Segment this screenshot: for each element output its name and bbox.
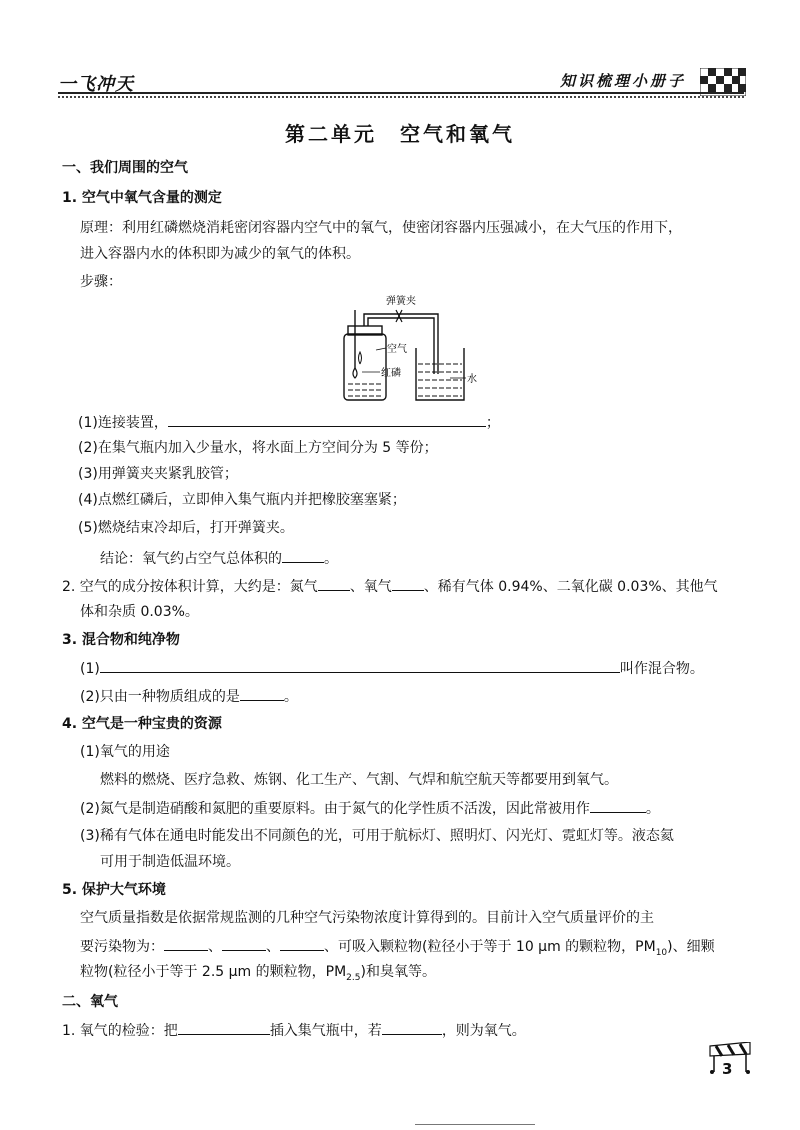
unit-title: 第二单元 空气和氧气: [285, 122, 515, 146]
steps-label: 步骤：: [80, 274, 122, 290]
composition-line-2: 体和杂质 0.03%。: [80, 604, 199, 620]
composition-line-1: 2. 空气的成分按体积计算，大约是：氮气 、氧气 、稀有气体 0.94%、二氧化碳 0.03%、其他气: [62, 576, 718, 597]
oxygen-test: 1. 氧气的检验：把 插入集气瓶中，若 ，则为氧气。: [62, 1020, 526, 1041]
page-number: 3: [722, 1060, 733, 1078]
step-5: (5)燃烧结束冷却后，打开弹簧夹。: [78, 520, 294, 536]
answer-blank[interactable]: [590, 798, 646, 813]
section-2-heading: 二、氧气: [62, 994, 118, 1010]
answer-blank[interactable]: [168, 412, 486, 427]
mixture-item-2: (2)只由一种物质组成的是 。: [80, 686, 298, 707]
label-clip: 弹簧夹: [386, 296, 416, 307]
apparatus-figure: [330, 292, 490, 408]
answer-blank[interactable]: [240, 686, 284, 701]
answer-blank[interactable]: [178, 1020, 270, 1035]
answer-blank[interactable]: [318, 576, 350, 591]
principle-line-1: 原理：利用红磷燃烧消耗密闭容器内空气中的氧气，使密闭容器内压强减小，在大气压的作用下，: [80, 220, 682, 236]
rare-gas-line-1: (3)稀有气体在通电时能发出不同颜色的光，可用于航标灯、照明灯、闪光灯、霓虹灯等。液态氦: [80, 828, 674, 844]
answer-blank[interactable]: [282, 548, 324, 563]
answer-blank[interactable]: [382, 1020, 442, 1035]
header-dotted-rule: [58, 96, 744, 98]
aqi-line-1: 空气质量指数是依据常规监测的几种空气污染物浓度计算得到的。目前计入空气质量评价的主: [80, 910, 654, 926]
section-1-heading: 一、我们周围的空气: [62, 160, 188, 176]
footer-rule: [415, 1124, 535, 1125]
answer-blank[interactable]: [100, 658, 620, 673]
step-3: (3)用弹簧夹夹紧乳胶管；: [78, 466, 238, 482]
oxygen-uses-label: (1)氧气的用途: [80, 744, 170, 760]
label-phosphorus: 红磷: [381, 368, 401, 379]
label-air: 空气: [387, 344, 407, 355]
nitrogen-uses: (2)氮气是制造硝酸和氮肥的重要原料。由于氮气的化学性质不活泼，因此常被用作 。: [80, 798, 660, 819]
aqi-line-2: 要污染物为： 、 、 、可吸入颗粒物(粒径小于等于 10 μm 的颗粒物，$PM_{10}$)、细颗: [80, 936, 715, 963]
rare-gas-line-2: 可用于制造低温环境。: [100, 854, 240, 870]
header-booklet-title: 知识梳理小册子: [560, 72, 687, 90]
step-2: (2)在集气瓶内加入少量水，将水面上方空间分为 5 等份；: [78, 440, 438, 456]
subsection-3-heading: 3. 混合物和纯净物: [62, 632, 180, 648]
answer-blank[interactable]: [164, 936, 208, 951]
answer-blank[interactable]: [222, 936, 266, 951]
label-water: 水: [467, 374, 477, 385]
answer-blank[interactable]: [392, 576, 424, 591]
answer-blank[interactable]: [280, 936, 324, 951]
oxygen-uses-text: 燃料的燃烧、医疗急救、炼钢、化工生产、气割、气焊和航空航天等都要用到氧气。: [100, 772, 618, 788]
header-rule: [58, 92, 744, 94]
step-4: (4)点燃红磷后，立即伸入集气瓶内并把橡胶塞塞紧；: [78, 492, 406, 508]
subsection-5-heading: 5. 保护大气环境: [62, 882, 166, 898]
mixture-item-1: (1) 叫作混合物。: [80, 658, 704, 679]
header-brand: 一飞冲天: [58, 74, 134, 95]
conclusion: 结论：氧气约占空气总体积的 。: [100, 548, 338, 569]
aqi-line-3: 粒物(粒径小于等于 2.5 μm 的颗粒物，$PM_{2.5}$)和臭氧等。: [80, 964, 436, 983]
subsection-1-heading: 1. 空气中氧气含量的测定: [62, 190, 222, 206]
principle-line-2: 进入容器内水的体积即为减少的氧气的体积。: [80, 246, 360, 262]
subsection-4-heading: 4. 空气是一种宝贵的资源: [62, 716, 222, 732]
step-1: (1)连接装置， ；: [78, 412, 500, 433]
